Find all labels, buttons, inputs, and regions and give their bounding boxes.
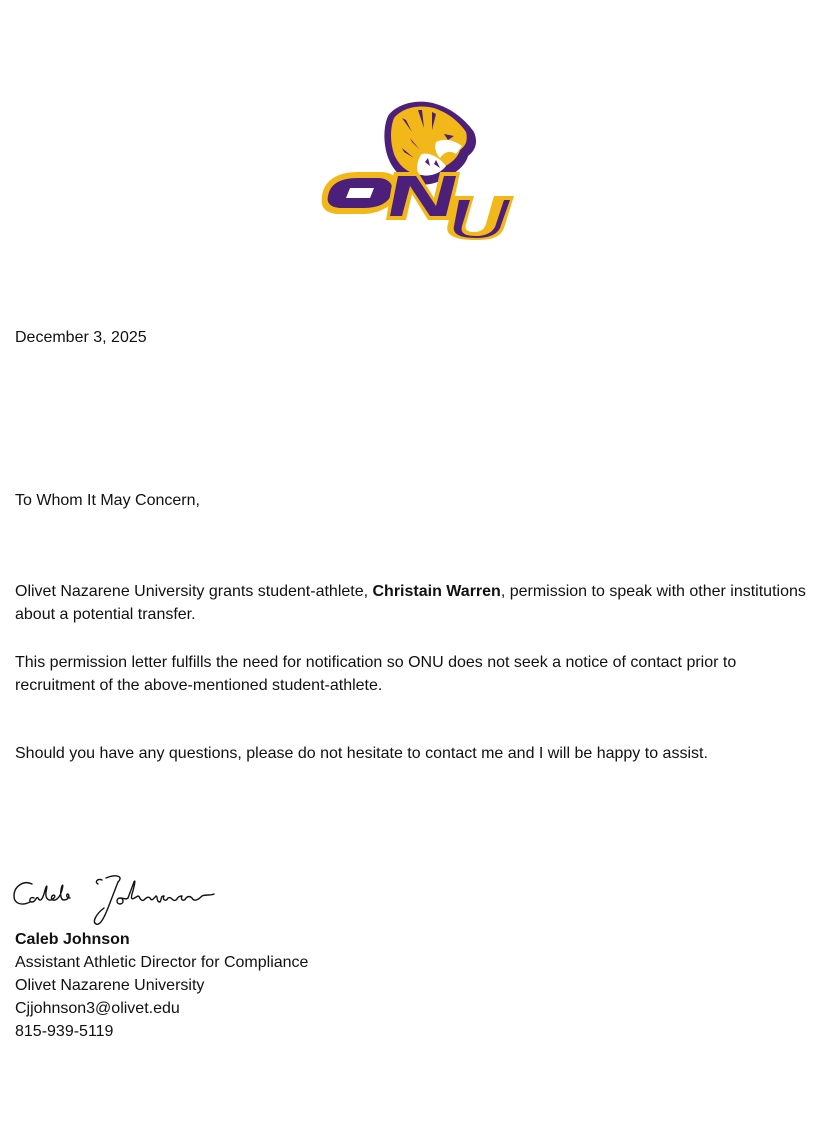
signer-email: Cjjohnson3@olivet.edu [15,1000,180,1017]
paragraph-notification: This permission letter fulfills the need for notification so ONU does not seek a notice of contact prior to recruitment of the above-mentioned student-athlete. [15,654,737,694]
onu-tiger-logo [318,98,518,240]
signer-phone: 815-939-5119 [15,1023,114,1040]
signature-block [15,928,308,1043]
paragraph-permission-lead: Olivet Nazarene University grants student-athlete, [15,583,373,600]
salutation: To Whom It May Concern, [15,492,200,509]
paragraph-contact: Should you have any questions, please do not hesitate to contact me and I will be happy to assist. [15,745,708,762]
student-athlete-name: Christain Warren [372,583,501,600]
onu-wordmark [322,172,514,240]
paragraph-permission [15,580,815,626]
signer-organization: Olivet Nazarene University [15,977,205,994]
signer-title: Assistant Athletic Director for Compliance [15,954,309,971]
signer-name: Caleb Johnson [15,931,130,948]
handwritten-signature [10,868,215,932]
paragraph-permission-rest: , permission to speak with other institutions about a potential transfer. [15,583,806,623]
letter-date: December 3, 2025 [15,329,147,346]
